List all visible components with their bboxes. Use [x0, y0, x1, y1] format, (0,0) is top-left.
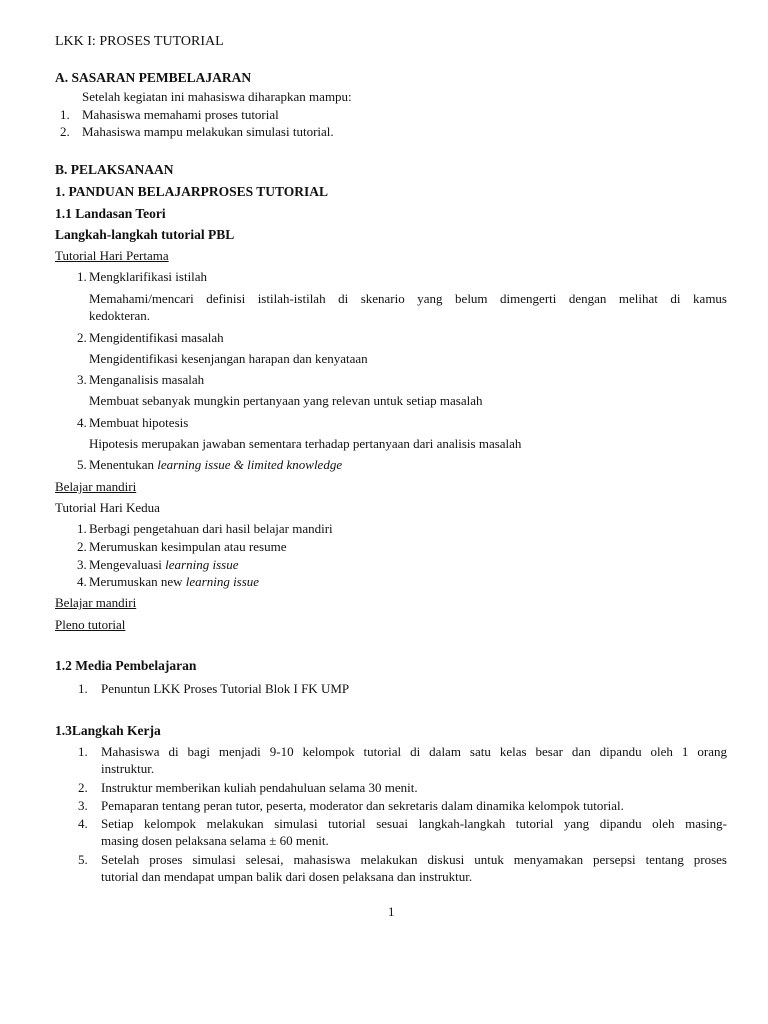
day2-step-3-number: 3.: [77, 557, 87, 572]
day2-step-4-number: 4.: [77, 574, 87, 589]
day1-step-5-italic: learning issue & limited knowledge: [157, 457, 343, 472]
day2-step-1-number: 1.: [77, 521, 87, 536]
media-item-1-text: Penuntun LKK Proses Tutorial Blok I FK UMP: [101, 681, 350, 696]
tutorial-hari-pertama-label: Tutorial Hari Pertama: [55, 248, 169, 263]
day1-step-4-desc: Hipotesis merupakan jawaban sementara terhadap pertanyaan dari analisis masalah: [89, 436, 522, 451]
tutorial-hari-kedua-label: Tutorial Hari Kedua: [55, 500, 160, 515]
objective-1-text: Mahasiswa memahami proses tutorial: [82, 107, 279, 122]
day1-step-2-desc: Mengidentifikasi kesenjangan harapan dan kenyataan: [89, 351, 368, 366]
day1-step-5-number: 5.: [77, 457, 87, 472]
day2-step-2-text: Merumuskan kesimpulan atau resume: [89, 539, 287, 554]
panduan-heading: 1. PANDUAN BELAJARPROSES TUTORIAL: [55, 184, 329, 199]
objective-1-number: 1.: [60, 107, 70, 122]
day1-step-4-number: 4.: [77, 415, 87, 430]
section-b-heading: B. PELAKSANAAN: [55, 162, 174, 177]
work-step-5-line2: tutorial dan mendapat umpan balik dari dosen pelaksana dan instruktur.: [101, 869, 473, 884]
langkah-pbl-heading: Langkah-langkah tutorial PBL: [55, 227, 235, 242]
media-item-1-number: 1.: [78, 681, 88, 696]
work-step-1-line1: Mahasiswa di bagi menjadi 9-10 kelompok tutorial di dalam satu kelas besar dan dipandu oleh 1 orang: [101, 744, 727, 759]
day2-step-3-italic: learning issue: [165, 557, 239, 572]
day2-step-3-prefix: Mengevaluasi: [89, 557, 166, 572]
day1-step-3-title: Menganalisis masalah: [89, 372, 205, 387]
landasan-teori-heading: 1.1 Landasan Teori: [55, 206, 166, 221]
day1-step-1-number: 1.: [77, 269, 87, 284]
work-step-3-line1: Pemaparan tentang peran tutor, peserta, moderator dan sekretaris dalam dinamika kelompok tutorial.: [101, 798, 624, 813]
day1-step-4-title: Membuat hipotesis: [89, 415, 189, 430]
work-step-1-number: 1.: [78, 744, 88, 759]
belajar-mandiri-2: Belajar mandiri: [55, 595, 137, 610]
objective-2-number: 2.: [60, 124, 70, 139]
work-step-3-number: 3.: [78, 798, 88, 813]
work-step-2-line1: Instruktur memberikan kuliah pendahuluan selama 30 menit.: [101, 780, 418, 795]
day2-step-1-text: Berbagi pengetahuan dari hasil belajar mandiri: [89, 521, 333, 536]
day2-step-2-number: 2.: [77, 539, 87, 554]
work-step-2-number: 2.: [78, 780, 88, 795]
work-step-5-number: 5.: [78, 852, 88, 867]
work-step-4-number: 4.: [78, 816, 88, 831]
objective-2-text: Mahasiswa mampu melakukan simulasi tutorial.: [82, 124, 334, 139]
document-title: LKK I: PROSES TUTORIAL: [55, 34, 224, 49]
day1-step-3-number: 3.: [77, 372, 87, 387]
section-a-intro: Setelah kegiatan ini mahasiswa diharapkan mampu:: [82, 89, 352, 104]
day2-step-4-prefix: Merumuskan new: [89, 574, 186, 589]
belajar-mandiri-1: Belajar mandiri: [55, 479, 137, 494]
day1-step-2-number: 2.: [77, 330, 87, 345]
day1-step-5-title: [89, 457, 342, 473]
day1-step-3-desc: Membuat sebanyak mungkin pertanyaan yang relevan untuk setiap masalah: [89, 393, 483, 408]
page-number: 1: [388, 904, 395, 919]
work-step-1-line2: instruktur.: [101, 761, 155, 776]
day1-step-1-desc-line1: Memahami/mencari definisi istilah-istilah di skenario yang belum dimengerti dengan melihat di kamus: [89, 291, 727, 306]
day2-step-4-text: [89, 574, 259, 590]
pleno-tutorial-label: Pleno tutorial: [55, 617, 126, 632]
day2-step-4-italic: learning issue: [185, 574, 260, 589]
day1-step-2-title: Mengidentifikasi masalah: [89, 330, 224, 345]
day1-step-5-prefix: Menentukan: [89, 457, 158, 472]
work-step-4-line2: masing dosen pelaksana selama ± 60 menit.: [101, 833, 329, 848]
day1-step-1-title: Mengklarifikasi istilah: [89, 269, 208, 284]
day2-step-3-text: [89, 557, 238, 573]
langkah-kerja-heading: 1.3Langkah Kerja: [55, 723, 161, 738]
day1-step-1-desc-line2: kedokteran.: [89, 308, 151, 323]
section-a-heading: A. SASARAN PEMBELAJARAN: [55, 70, 252, 85]
work-step-5-line1: Setelah proses simulasi selesai, mahasiswa melakukan diskusi untuk menyamakan persepsi tentang proses: [101, 852, 727, 867]
media-heading: 1.2 Media Pembelajaran: [55, 658, 197, 673]
work-step-4-line1: Setiap kelompok melakukan simulasi tutorial sesuai langkah-langkah tutorial yang dipandu oleh masing-: [101, 816, 727, 831]
